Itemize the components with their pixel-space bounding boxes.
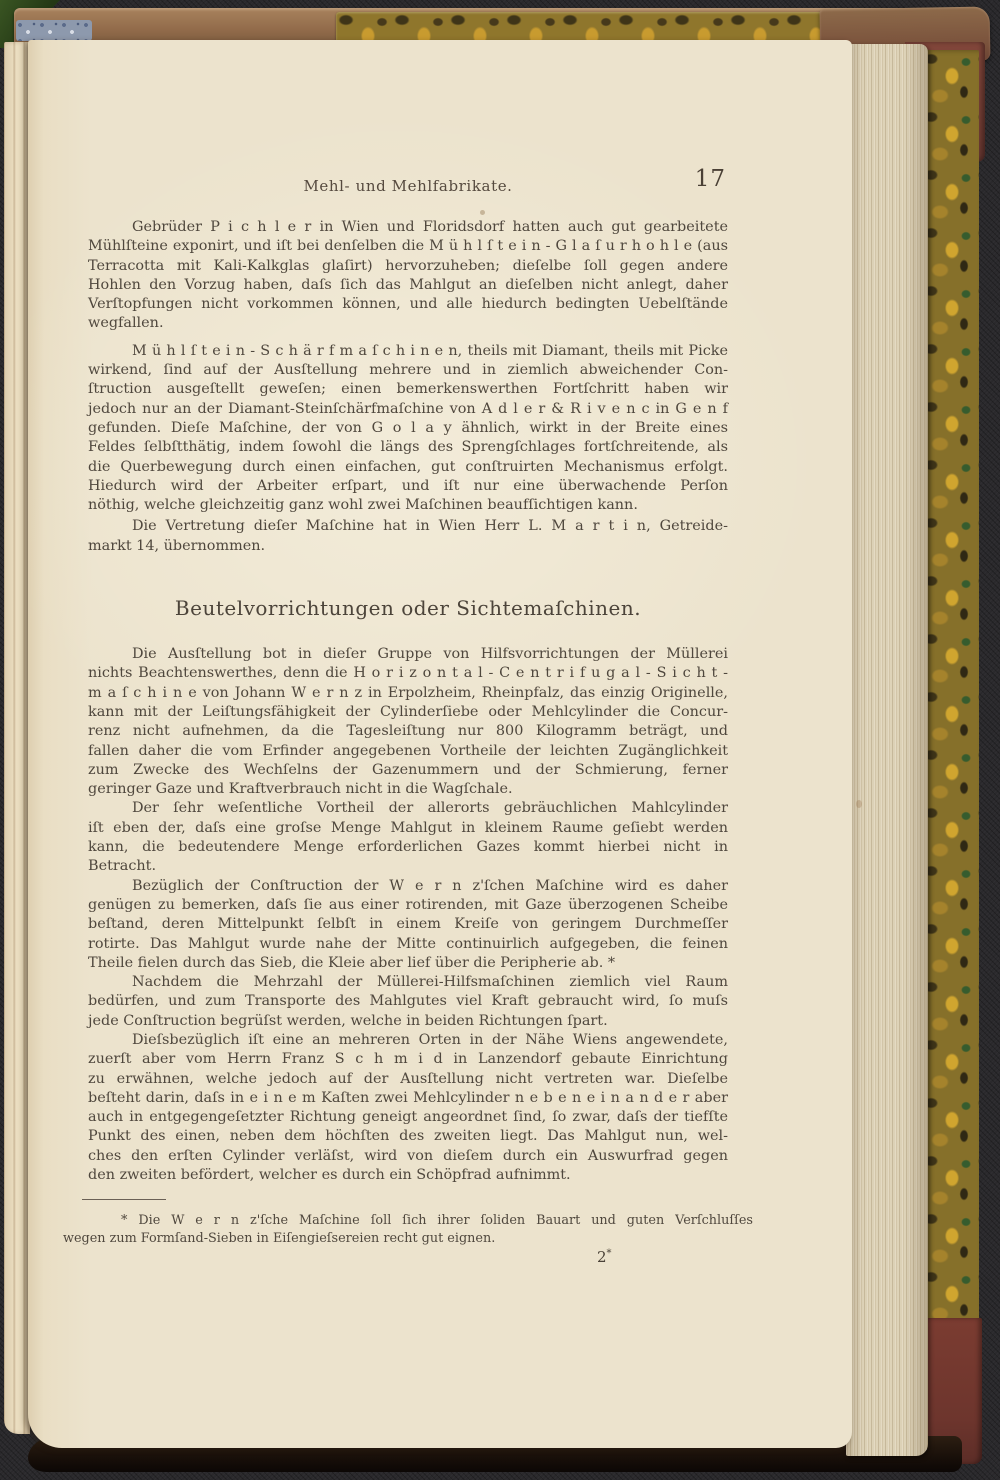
text-line: Dieſsbezüglich iſt eine an mehreren Orten in der Nähe Wiens angewendete, [132, 1031, 728, 1048]
text-line: zum Zwecke des Wechſelns der Gazenummern und der Schmierung, ferner [88, 761, 728, 778]
text-line: Feldes ſelbſtthätig, indem ſowohl die längs des Sprengſchlages fortſchreitende, als [88, 439, 728, 456]
body-text [88, 218, 728, 1185]
paragraph [88, 877, 728, 973]
right-marbled-board [922, 50, 979, 1456]
blue-marbled-paper-corner [16, 20, 92, 41]
footnote [63, 1199, 753, 1266]
paragraph [88, 645, 728, 799]
text-line: rotirte. Das Mahlgut wurde nahe der Mitte continuirlich aufgegeben, die feinen [88, 935, 728, 952]
text-line: Bezüglich der Conſtruction der W e r n z'ſchen Maſchine wird es daher [132, 877, 728, 894]
text-line: Nachdem die Mehrzahl der Müllerei-Hilfsmaſchinen ziemlich viel Raum [132, 974, 728, 991]
text-line: wegfallen. [88, 315, 164, 332]
running-header [88, 166, 728, 196]
text-line: wegen zum Formſand-Sieben in Eiſengieſsereien recht gut eignen. [63, 1230, 496, 1246]
text-line: renz nicht aufnehmen, da die Tagesleiſtung nur 800 Kilogramm beträgt, und [88, 723, 728, 740]
text-line: nöthig, welche gleichzeitig ganz wohl zwei Maſchinen beaufſichtigen kann. [88, 497, 638, 514]
text-line: genügen zu bemerken, daſs ſie aus einer rotirenden, mit Gaze überzogenen Scheibe [88, 896, 728, 913]
text-line: Terracotta mit Kali-Kalkglas glaſirt) hervorzuheben; dieſelbe ſoll gegen andere [88, 257, 728, 274]
text-line: auch in entgegengeſetzter Richtung geneigt angeordnet ſind, ſo zwar, daſs der tiefſte [88, 1109, 728, 1126]
text-line: zu erwähnen, welche jedoch auf der Ausſtellung nicht vertreten war. Dieſelbe [88, 1070, 728, 1087]
page-stack-fore-edge [846, 44, 928, 1456]
text-line: Punkt des einen, neben dem höchſten des zweiten liegt. Das Mahlgut nun, wel- [88, 1128, 728, 1145]
signature-mark [63, 1248, 753, 1266]
section-heading: Beutelvorrichtungen oder Sichtemaſchinen. [174, 596, 642, 621]
text-line: M ü h l ſ t e i n - S c h ä r f m a ſ c h i n e n, theils mit Diamant, theils mit Picke [132, 342, 728, 359]
text-line: Der ſehr weſentliche Vortheil der allerorts gebräuchlichen Mahlcylinder [132, 800, 728, 817]
text-line: beſtand, deren Mittelpunkt ſelbſt in einem Kreiſe von geringem Durchmeſſer [88, 916, 728, 933]
paragraph [88, 973, 728, 1031]
text-line: Verſtopfungen nicht vorkommen können, und alle hiedurch bedingten Uebelſtände [88, 296, 728, 313]
text-line: * Die W e r n z'ſche Maſchine ſoll ſich ihrer ſoliden Bauart und guten Verſchluſſes [121, 1213, 753, 1229]
text-block [63, 166, 753, 1267]
text-line: jede Conſtruction begrüſst werden, welche in beiden Richtungen ſpart. [88, 1012, 608, 1029]
paragraph [88, 799, 728, 876]
book-page [28, 40, 852, 1448]
page-number: 17 [694, 166, 726, 192]
text-line: wirkend, ſind auf der Ausſtellung mehrere und in ziemlich abweichender Con- [88, 362, 728, 379]
text-line: Hiedurch wird der Arbeiter erſpart, und iſt nur eine überwachende Perſon [88, 477, 728, 494]
text-line: ches den erſten Cylinder verläſst, wird von dieſem durch ein Auswurfrad gegen [88, 1147, 728, 1164]
text-line: beſteht darin, daſs in e i n e m Kaſten zwei Mehlcylinder n e b e n e i n a n d e r aber [88, 1089, 728, 1106]
text-line: kann mit der Leiſtungsfähigkeit der Cylinderſiebe oder Mehlcylinder die Concur- [88, 703, 728, 720]
text-line: Die Vertretung dieſer Maſchine hat in Wien Herr L. M a r t i n, Getreide- [132, 518, 728, 535]
text-line: iſt eben der, daſs eine groſse Menge Mahlgut in kleinem Raume geſiebt werden [88, 819, 728, 836]
footnote-text [63, 1212, 753, 1247]
text-line: gefunden. Dieſe Maſchine, der von G o l a y ähnlich, wirkt in der Breite eines [88, 419, 728, 436]
text-line: den zweiten befördert, welcher es durch ein Schöpfrad aufnimmt. [88, 1167, 571, 1184]
text-line: ſtruction ausgeſtellt geweſen; einen bemerkenswerthen Fortſchritt haben wir [88, 381, 728, 398]
text-line: Gebrüder P i c h l e r in Wien und Floridsdorf hatten auch gut gearbeitete [132, 219, 728, 235]
text-line: geringer Gaze und Kraftverbrauch nicht in die Wagſchale. [88, 781, 513, 798]
text-line: nichts Beachtenswerthes, denn die H o r i z o n t a l - C e n t r i f u g a l - S i c h t - [88, 665, 728, 682]
text-line: Betracht. [88, 858, 157, 875]
signature-number: 2 [597, 1248, 607, 1267]
paragraph [88, 1031, 728, 1185]
paragraph [88, 218, 728, 334]
text-line: Die Ausſtellung bot in dieſer Gruppe von Hilfsvorrichtungen der Müllerei [132, 646, 728, 663]
text-line: die Querbewegung durch einen einfachen, gut conſtruirten Mechanismus erfolgt. [88, 458, 728, 475]
paragraph [88, 342, 728, 516]
top-marbled-strip [336, 12, 828, 43]
text-line: Hohlen den Vorzug haben, daſs ſich das Mahlgut an dieſelben nicht anlegt, daher [88, 276, 728, 293]
text-line: bedürfen, und zum Transporte des Mahlgutes viel Kraft gebraucht wird, ſo muſs [88, 993, 728, 1010]
text-line: Mühlſteine exponirt, und iſt bei denſelben die M ü h l ſ t e i n - G l a ſ u r h o h l e (aus [88, 238, 728, 255]
text-line: m a ſ c h i n e von Johann W e r n z in Erpolzheim, Rheinpfalz, das einzig Originelle, [88, 684, 728, 701]
signature-star: * [606, 1248, 612, 1260]
text-line: jedoch nur an der Diamant-Steinſchärfmaſchine von A d l e r & R i v e n c in G e n f [88, 400, 728, 417]
page-speck [856, 800, 862, 808]
text-line: kann, die bedeutendere Menge erforderlichen Gazes kommt hierbei nicht in [88, 839, 728, 856]
text-line: markt 14, übernommen. [88, 537, 266, 554]
text-line: fallen daher die vom Erfinder angegebenen Vortheile der leichten Zugänglichkeit [88, 742, 728, 759]
text-line: Theile fielen durch das Sieb, die Kleie aber lief über die Peripherie ab. * [88, 954, 616, 971]
footnote-rule [82, 1199, 166, 1200]
paragraph [88, 517, 728, 556]
running-header-text: Mehl- und Mehlfabrikate. [303, 177, 513, 195]
gutter-page-edge [4, 42, 30, 1434]
text-line: zuerſt aber vom Herrn Franz S c h m i d in Lanzendorf gebaute Einrichtung [88, 1051, 728, 1068]
